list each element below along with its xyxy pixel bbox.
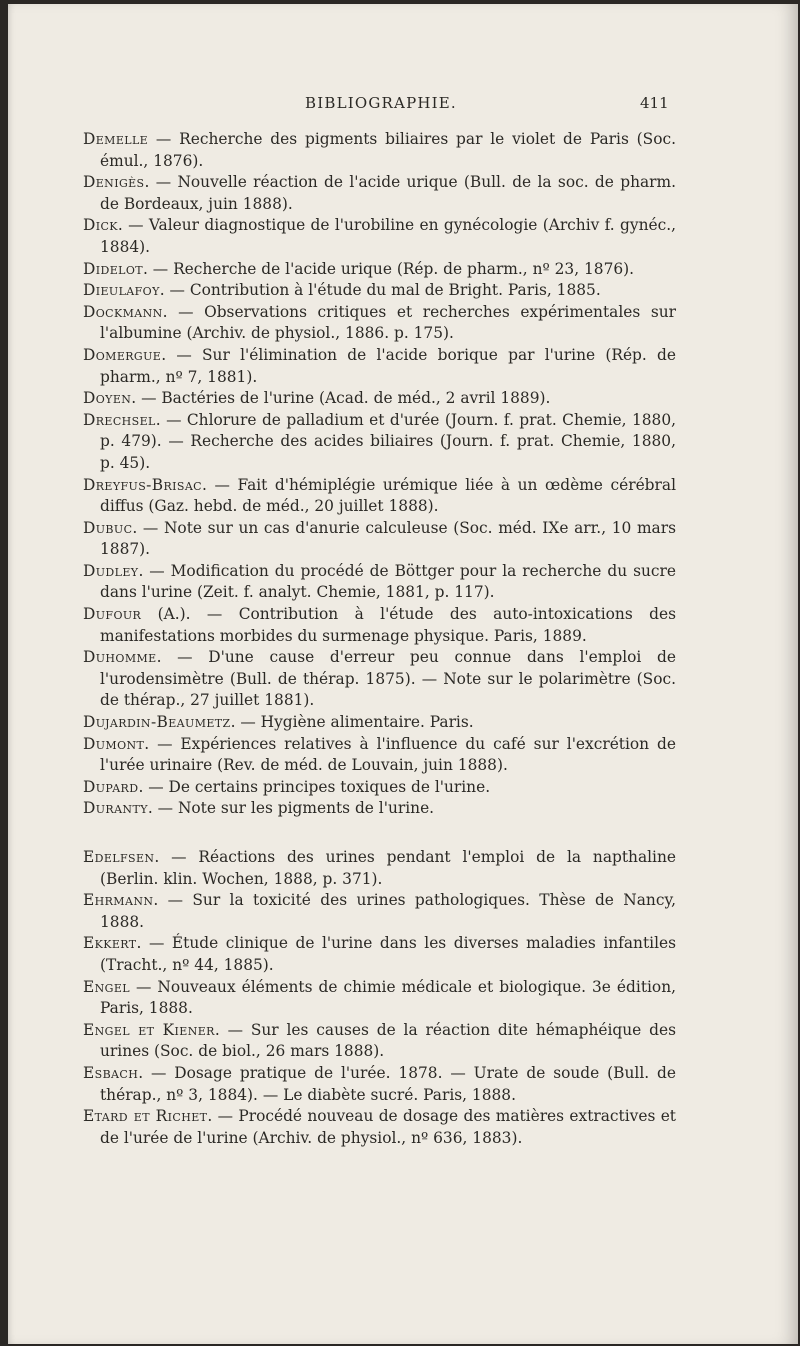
entry-author: Esbach [83, 1063, 139, 1082]
entry-author: Dujardin-Beaumetz [83, 713, 231, 732]
page-number: 411 [640, 94, 669, 112]
bibliography-entry [83, 561, 676, 604]
entry-author: Etard et Richet [83, 1107, 208, 1126]
entry-author: Ehrmann [83, 891, 154, 910]
entry-text: (A.). — Contribution à l'étude des auto-intoxications des manifestations morbides du surmenage physique. Paris, 1889. [100, 605, 676, 645]
running-header [8, 94, 798, 118]
entry-author: Dubuc [83, 518, 133, 537]
entry-text: . — Nouvelle réaction de l'acide urique (Bull. de la soc. de pharm. de Bordeaux, juin 1888). [100, 173, 676, 213]
entry-author: Domergue [83, 345, 162, 364]
bibliography-entry [83, 734, 676, 777]
bibliography-entry [83, 933, 676, 976]
bibliography-list [83, 129, 676, 1149]
entry-author: Dieulafoy [83, 281, 160, 300]
entry-text: — Recherche des pigments biliaires par le violet de Paris (Soc. émul., 1876). [100, 130, 676, 170]
bibliography-entry [83, 1106, 676, 1149]
entry-text: — Nouveaux éléments de chimie médicale et biologique. 3e édition, Paris, 1888. [100, 977, 676, 1018]
entry-text: . — Réactions des urines pendant l'emploi de la napthaline (Berlin. klin. Wochen, 1888, p. 371). [100, 848, 676, 888]
bibliography-entry [83, 890, 676, 933]
section-gap [83, 820, 676, 847]
entry-text: . — Fait d'hémiplégie urémique liée à un œdème cérébral diffus (Gaz. hebd. de méd., 20 juillet 1888). [100, 475, 676, 516]
entry-text: . — Observations critiques et recherches expérimentales sur l'albumine (Archiv. de physiol., 1886. p. 175). [100, 302, 676, 343]
entry-text: . — Contribution à l'étude du mal de Bright. Paris, 1885. [159, 281, 601, 300]
entry-author: Engel [83, 977, 130, 996]
entry-text: . — Dosage pratique de l'urée. 1878. — Urate de soude (Bull. de thérap., nº 3, 1884). — Le diabète sucré. Paris, 1888. [100, 1063, 676, 1104]
bibliography-entry [83, 712, 676, 734]
bibliography-entry [83, 129, 676, 172]
bibliography-entry [83, 647, 676, 712]
entry-text: . — Valeur diagnostique de l'urobiline en gynécologie (Archiv f. gynéc., 1884). [100, 216, 676, 256]
bibliography-entry [83, 604, 676, 647]
entry-text: . — Procédé nouveau de dosage des matières extractives et de l'urée de l'urine (Archiv. de physiol., nº 636, 1883). [100, 1107, 676, 1147]
entry-text: . — Sur les causes de la réaction dite hémaphéique des urines (Soc. de biol., 26 mars 1888). [100, 1020, 676, 1061]
entry-author: Didelot [83, 259, 143, 278]
entry-author: Dick [83, 216, 118, 235]
bibliography-entry [83, 388, 676, 410]
entry-text: . — Modification du procédé de Böttger pour la recherche du sucre dans l'urine (Zeit. f. analyt. Chemie, 1881, p. 117). [100, 561, 676, 602]
bibliography-entry [83, 259, 676, 281]
entry-author: Doyen [83, 389, 132, 408]
bibliography-entry [83, 215, 676, 258]
bibliography-entry [83, 1063, 676, 1106]
entry-text: . — Note sur les pigments de l'urine. [147, 799, 435, 818]
entry-author: Dudley [83, 561, 139, 580]
entry-author: Dufour [83, 605, 142, 624]
entry-text: . — De certains principes toxiques de l'urine. [138, 777, 491, 796]
bibliography-entry [83, 345, 676, 388]
section-d [83, 129, 676, 820]
entry-author: Engel et Kiener [83, 1020, 215, 1039]
entry-text: . — Hygiène alimentaire. Paris. [230, 713, 474, 732]
entry-author: Edelfsen [83, 848, 155, 866]
entry-text: . — Bactéries de l'urine (Acad. de méd., 2 avril 1889). [131, 389, 551, 408]
entry-author: Dumont [83, 734, 145, 753]
bibliography-entry [83, 847, 676, 890]
entry-author: Denigès [83, 173, 145, 192]
bibliography-entry [83, 172, 676, 215]
book-page [8, 4, 798, 1344]
entry-text: . — Sur l'élimination de l'acide borique par l'urine (Rép. de pharm., nº 7, 1881). [100, 345, 676, 386]
bibliography-entry [83, 977, 676, 1020]
running-title: BIBLIOGRAPHIE. [305, 94, 457, 112]
entry-author: Dupard [83, 777, 139, 796]
entry-text: . — Sur la toxicité des urines pathologiques. Thèse de Nancy, 1888. [100, 891, 676, 931]
bibliography-entry [83, 475, 676, 518]
bibliography-entry [83, 1020, 676, 1063]
bibliography-entry [83, 410, 676, 475]
section-e [83, 847, 676, 1149]
bibliography-entry [83, 302, 676, 345]
entry-text: . — Recherche de l'acide urique (Rép. de pharm., nº 23, 1876). [143, 259, 635, 278]
bibliography-entry [83, 777, 676, 799]
bibliography-entry [83, 280, 676, 302]
entry-text: . — Expériences relatives à l'influence du café sur l'excrétion de l'urée urinaire (Rev. de méd. de Louvain, juin 1888). [100, 734, 676, 775]
entry-text: . — Note sur un cas d'anurie calculeuse (Soc. méd. IXe arr., 10 mars 1887). [100, 518, 676, 559]
entry-text: . — Étude clinique de l'urine dans les diverses maladies infantiles (Tracht., nº 44, 1885). [100, 934, 676, 974]
entry-author: Duhomme [83, 648, 157, 667]
entry-author: Ekkert [83, 934, 137, 953]
entry-author: Duranty [83, 799, 148, 818]
entry-author: Dreyfus-Brisac [83, 475, 202, 494]
bibliography-entry [83, 518, 676, 561]
entry-text: . — Chlorure de palladium et d'urée (Journ. f. prat. Chemie, 1880, p. 479). — Recherche des acides biliaires (Journ. f. prat. Chemie, 1880, p. 45). [100, 410, 676, 472]
entry-author: Drechsel [83, 410, 156, 429]
bibliography-entry [83, 798, 676, 820]
entry-author: Dockmann [83, 302, 163, 321]
entry-author: Demelle [83, 130, 149, 148]
entry-text: . — D'une cause d'erreur peu connue dans l'emploi de l'urodensimètre (Bull. de thérap. 1875). — Note sur le polarimètre (Soc. de thérap., 27 juillet 1881). [100, 648, 676, 710]
